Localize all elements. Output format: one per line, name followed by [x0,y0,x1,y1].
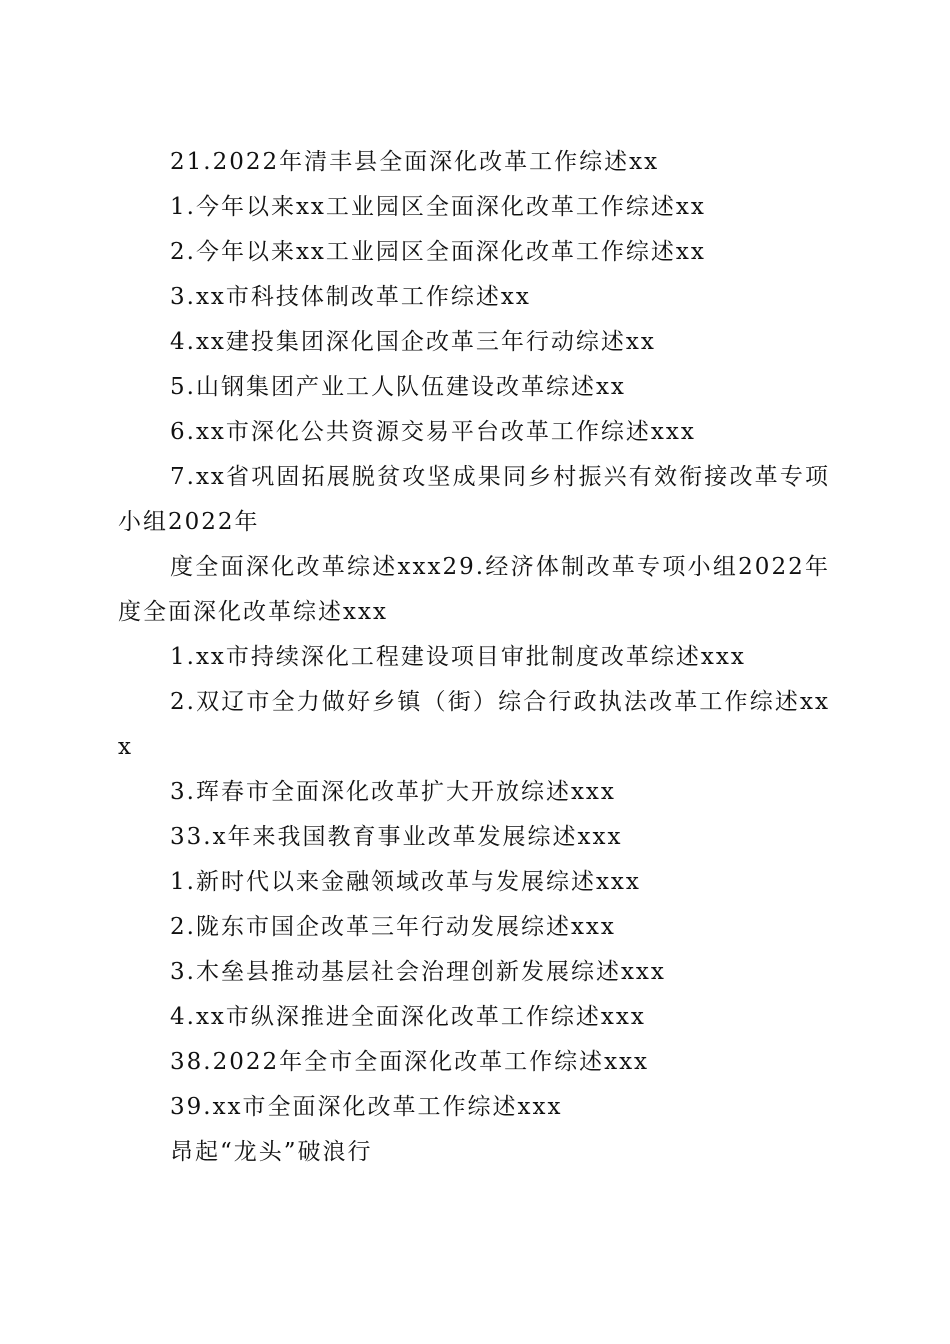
doc-line-15: 2.陇东市国企改革三年行动发展综述xxx [170,914,616,940]
doc-line-13: 33.x年来我国教育事业改革发展综述xxx [170,824,623,850]
doc-line-2: 1.今年以来xx工业园区全面深化改革工作综述xx [170,194,706,220]
doc-line-10: 1.xx市持续深化工程建设项目审批制度改革综述xxx [170,644,746,670]
doc-line-20: 昂起“龙头”破浪行 [170,1139,373,1165]
doc-line-12: 3.珲春市全面深化改革扩大开放综述xxx [170,779,616,805]
doc-line-4: 3.xx市科技体制改革工作综述xx [170,284,531,310]
document-body [118,140,830,1175]
doc-line-19: 39.xx市全面深化改革工作综述xxx [170,1094,563,1120]
doc-line-17: 4.xx市纵深推进全面深化改革工作综述xxx [170,1004,646,1030]
doc-line-14: 1.新时代以来金融领域改革与发展综述xxx [170,869,641,895]
doc-line-8: 7.xx省巩固拓展脱贫攻坚成果同乡村振兴有效衔接改革专项小组2022年 [118,464,830,535]
doc-line-9: 度全面深化改革综述xxx29.经济体制改革专项小组2022年度全面深化改革综述xxx [118,554,830,625]
doc-line-3: 2.今年以来xx工业园区全面深化改革工作综述xx [170,239,706,265]
doc-line-16: 3.木垒县推动基层社会治理创新发展综述xxx [170,959,666,985]
doc-line-7: 6.xx市深化公共资源交易平台改革工作综述xxx [170,419,696,445]
doc-line-6: 5.山钢集团产业工人队伍建设改革综述xx [170,374,626,400]
doc-line-18: 38.2022年全市全面深化改革工作综述xxx [170,1049,650,1075]
doc-line-11: 2.双辽市全力做好乡镇（街）综合行政执法改革工作综述xxx [118,689,830,760]
doc-line-5: 4.xx建投集团深化国企改革三年行动综述xx [170,329,656,355]
doc-line-1: 21.2022年清丰县全面深化改革工作综述xx [170,149,660,175]
